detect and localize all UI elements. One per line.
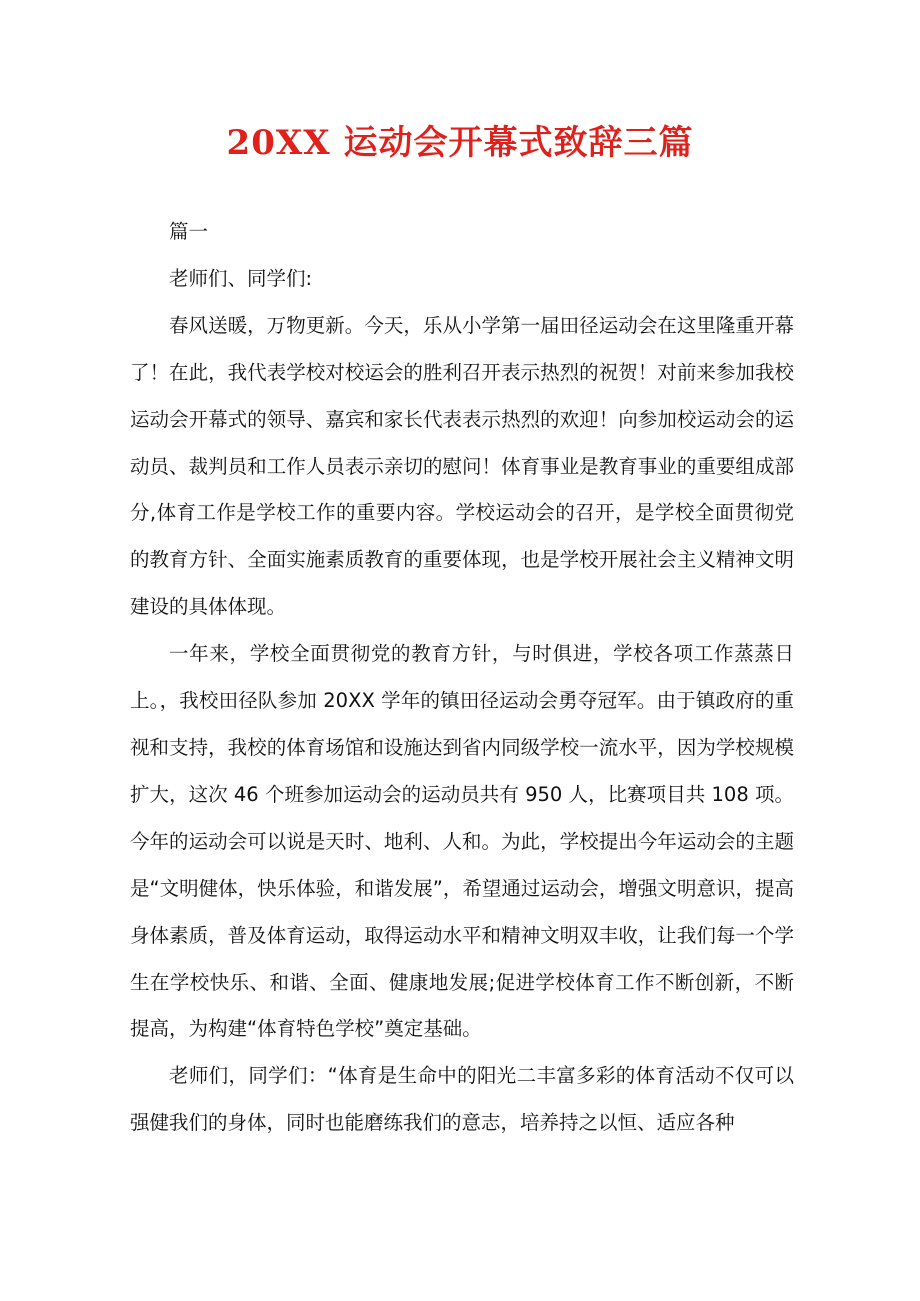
paragraph: 一年来，学校全面贯彻党的教育方针，与时俱进，学校各项工作蒸蒸日上。，我校田径队参加 20XX 学年的镇田径运动会勇夺冠军。由于镇政府的重视和支持，我校的体育场馆和设施达到省内同级学校一流水平，因为学校规模扩大，这次 46 个班参加运动会的运动员共有 950 人，比赛项目共 108 项。今年的运动会可以说是天时、地利、人和。为此，学校提出今年运动会的主题是“文明健体，快乐体验，和谐发展”，希望通过运动会，增强文明意识，提高身体素质，普及体育运动，取得运动水平和精神文明双丰收，让我们每一个学生在学校快乐、和谐、全面、健康地发展;促进学校体育工作不断创新，不断提高，为构建“体育特色学校”奠定基础。 <box>130 642 794 1041</box>
document-body <box>130 209 794 1147</box>
salutation: 老师们、同学们: <box>169 266 313 290</box>
document-title: 20XX 运动会开幕式致辞三篇 <box>226 123 694 163</box>
paragraph: 春风送暖，万物更新。今天，乐从小学第一届田径运动会在这里隆重开幕了！在此，我代表学校对校运会的胜利召开表示热烈的祝贺！对前来参加我校运动会开幕式的领导、嘉宾和家长代表表示热烈的欢迎！向参加校运动会的运动员、裁判员和工作人员表示亲切的慰问！体育事业是教育事业的重要组成部分,体育工作是学校工作的重要内容。学校运动会的召开，是学校全面贯彻党的教育方针、全面实施素质教育的重要体现，也是学校开展社会主义精神文明建设的具体体现。 <box>130 313 794 619</box>
section-heading: 篇一 <box>169 220 209 243</box>
paragraph: 老师们，同学们：“体育是生命中的阳光二丰富多彩的体育活动不仅可以强健我们的身体，同时也能磨练我们的意志，培养持之以恒、适应各种 <box>130 1064 794 1135</box>
